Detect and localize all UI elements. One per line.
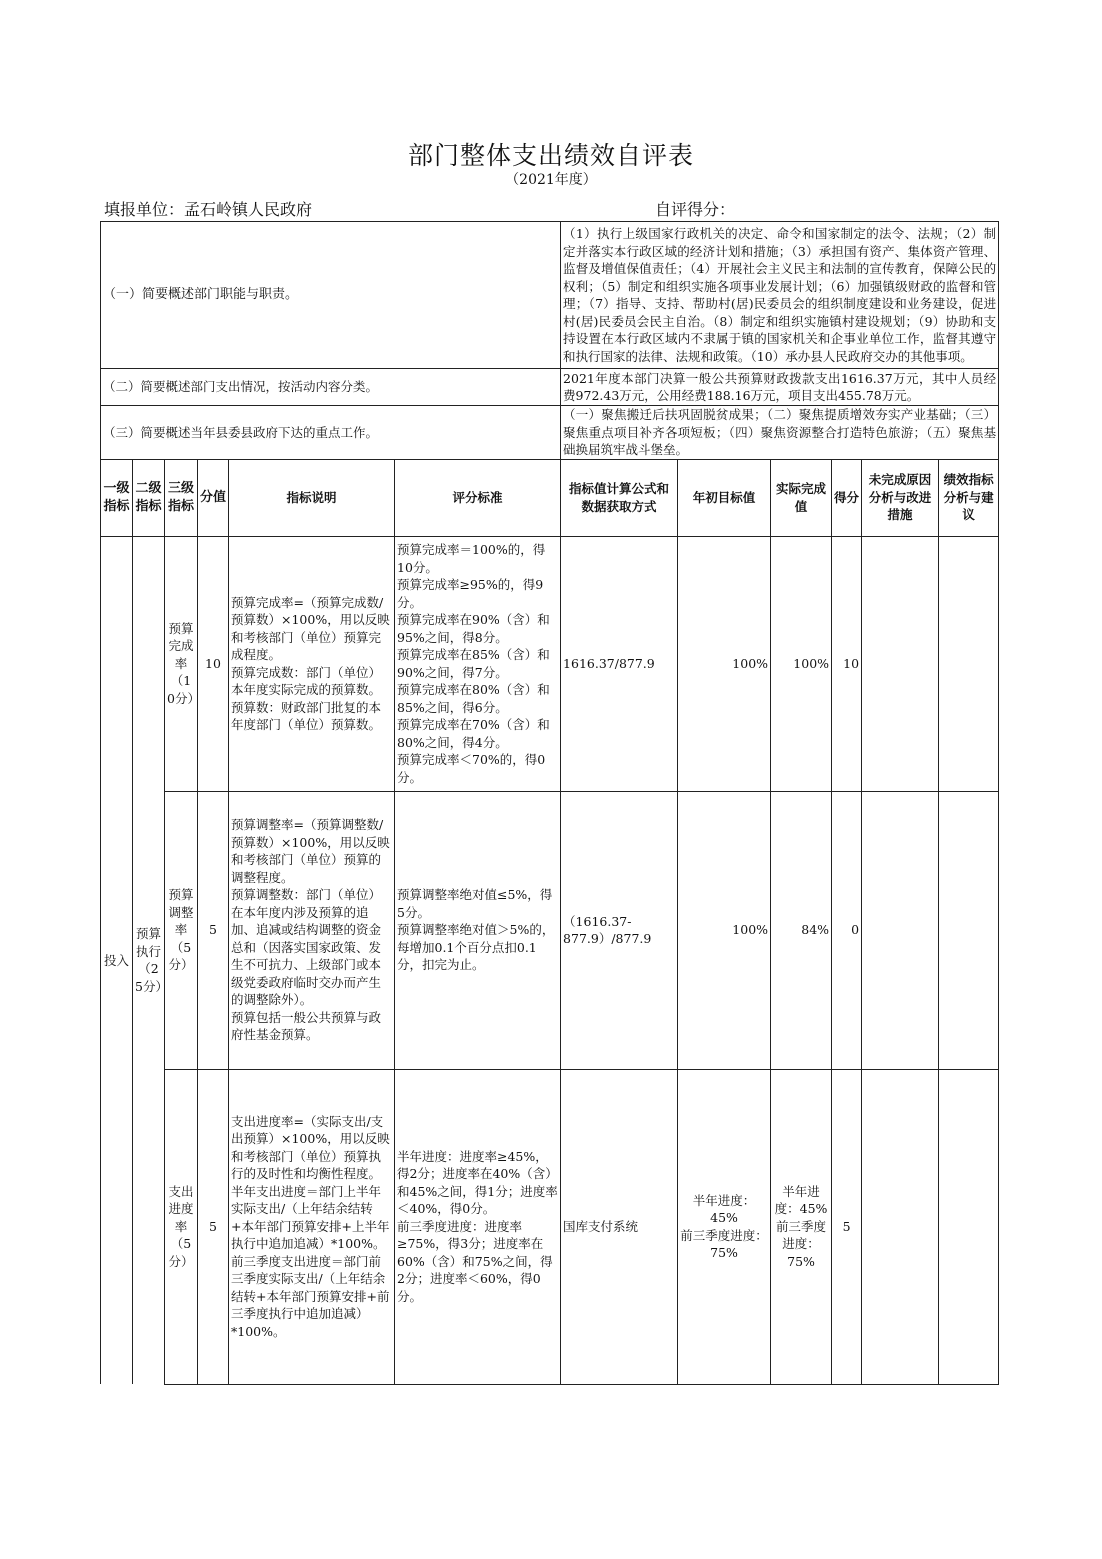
reason-cell bbox=[862, 536, 939, 791]
level3-cell: 预算调整率（5分） bbox=[165, 791, 198, 1069]
reporting-unit: 填报单位：孟石岭镇人民政府 bbox=[104, 200, 313, 219]
self-score-label: 自评得分： bbox=[655, 200, 736, 219]
col-header-standard: 评分标准 bbox=[395, 459, 561, 536]
summary-row-spending bbox=[101, 369, 999, 406]
table-row bbox=[101, 791, 999, 1069]
col-header-level2: 二级指标 bbox=[133, 459, 165, 536]
standard-cell: 半年进度：进度率≥45%，得2分；进度率在40%（含）和45%之间，得1分；进度率＜40%，得0分。 前三季度进度：进度率≥75%，得3分；进度率在60%（含）和75%之间，得2分；进度率＜60%，得0分。 bbox=[395, 1069, 561, 1384]
analysis-cell bbox=[939, 1069, 999, 1384]
level3-cell: 支出进度率（5分） bbox=[165, 1069, 198, 1384]
summary-label: （二）简要概述部门支出情况，按活动内容分类。 bbox=[101, 369, 561, 406]
target-cell: 100% bbox=[678, 791, 771, 1069]
year-subtitle: （2021年度） bbox=[505, 172, 597, 188]
summary-text: （1）执行上级国家行政机关的决定、命令和国家制定的法令、法规；（2）制定并落实本行政区域的经济计划和措施；（3）承担国有资产、集体资产管理、监督及增值保值责任；（4）开展社会主义民主和法制的宣传教育，保障公民的权利；（5）制定和组织实施各项事业发展计划；（6）加强镇级财政的监督和管理；（7）指导、支持、帮助村(居)民委员会的组织制度建设和业务建设，促进村(居)民委员会民主自治。（8）制定和组织实施镇村建设规划；（9）协助和支持设置在本行政区域内不隶属于镇的国家机关和企事业单位工作，监督其遵守和执行国家的法律、法规和政策。（10）承办县人民政府交办的其他事项。 bbox=[561, 222, 999, 369]
summary-text: （一）聚焦搬迁后扶巩固脱贫成果；（二）聚焦提质增效夯实产业基础；（三）聚焦重点项目补齐各项短板；（四）聚焦资源整合打造特色旅游；（五）聚焦基础换届筑牢战斗堡垒。 bbox=[561, 406, 999, 460]
col-header-score: 得分 bbox=[832, 459, 862, 536]
summary-row-functions bbox=[101, 222, 999, 369]
col-header-level3: 三级指标 bbox=[165, 459, 198, 536]
description-cell: 支出进度率=（实际支出/支出预算）×100%，用以反映和考核部门（单位）预算执行的及时性和均衡性程度。 半年支出进度＝部门上半年实际支出/（上年结余结转+本年部门预算安排+上半年执行中追加追减）*100%。 前三季度支出进度＝部门前三季度实际支出/（上年结余结转+本年部门预算安排+前三季度执行中追加追减）*100%。 bbox=[229, 1069, 395, 1384]
col-header-reason: 未完成原因分析与改进措施 bbox=[862, 459, 939, 536]
summary-row-key-work bbox=[101, 406, 999, 460]
formula-cell: 1616.37/877.9 bbox=[561, 536, 678, 791]
reason-cell bbox=[862, 791, 939, 1069]
actual-cell: 100% bbox=[771, 536, 832, 791]
score-cell: 5 bbox=[832, 1069, 862, 1384]
weight-cell: 5 bbox=[198, 1069, 229, 1384]
col-header-level1: 一级指标 bbox=[101, 459, 133, 536]
weight-cell: 10 bbox=[198, 536, 229, 791]
description-cell: 预算完成率=（预算完成数/预算数）×100%，用以反映和考核部门（单位）预算完成程度。 预算完成数：部门（单位）本年度实际完成的预算数。 预算数：财政部门批复的本年度部门（单位）预算数。 bbox=[229, 536, 395, 791]
col-header-formula: 指标值计算公式和数据获取方式 bbox=[561, 459, 678, 536]
table-row bbox=[101, 536, 999, 791]
target-cell: 半年进度：45% 前三季度进度：75% bbox=[678, 1069, 771, 1384]
summary-text: 2021年度本部门决算一般公共预算财政拨款支出1616.37万元，其中人员经费972.43万元，公用经费188.16万元，项目支出455.78万元。 bbox=[561, 369, 999, 406]
column-header-row bbox=[101, 459, 999, 536]
target-cell: 100% bbox=[678, 536, 771, 791]
level3-cell: 预算完成率（10分） bbox=[165, 536, 198, 791]
formula-cell: 国库支付系统 bbox=[561, 1069, 678, 1384]
analysis-cell bbox=[939, 536, 999, 791]
col-header-analysis: 绩效指标分析与建议 bbox=[939, 459, 999, 536]
level1-cell: 投入 bbox=[101, 536, 133, 1384]
score-cell: 10 bbox=[832, 536, 862, 791]
evaluation-table bbox=[100, 221, 999, 1385]
score-cell: 0 bbox=[832, 791, 862, 1069]
col-header-weight: 分值 bbox=[198, 459, 229, 536]
standard-cell: 预算完成率＝100%的，得10分。 预算完成率≥95%的，得9分。 预算完成率在90%（含）和95%之间，得8分。 预算完成率在85%（含）和90%之间，得7分。 预算完成率在80%（含）和85%之间，得6分。 预算完成率在70%（含）和80%之间，得4分。 预算完成率＜70%的，得0分。 bbox=[395, 536, 561, 791]
col-header-actual: 实际完成值 bbox=[771, 459, 832, 536]
col-header-target: 年初目标值 bbox=[678, 459, 771, 536]
standard-cell: 预算调整率绝对值≤5%，得5分。 预算调整率绝对值＞5%的，每增加0.1个百分点扣0.1分，扣完为止。 bbox=[395, 791, 561, 1069]
col-header-description: 指标说明 bbox=[229, 459, 395, 536]
summary-label: （一）简要概述部门职能与职责。 bbox=[101, 222, 561, 369]
page-title: 部门整体支出绩效自评表 bbox=[407, 141, 694, 170]
summary-label: （三）简要概述当年县委县政府下达的重点工作。 bbox=[101, 406, 561, 460]
table-row bbox=[101, 1069, 999, 1384]
weight-cell: 5 bbox=[198, 791, 229, 1069]
description-cell: 预算调整率=（预算调整数/预算数）×100%，用以反映和考核部门（单位）预算的调整程度。 预算调整数：部门（单位）在本年度内涉及预算的追加、追减或结构调整的资金总和（因落实国家政策、发生不可抗力、上级部门或本级党委政府临时交办而产生的调整除外）。 预算包括一般公共预算与政府性基金预算。 bbox=[229, 791, 395, 1069]
formula-cell: （1616.37-877.9）/877.9 bbox=[561, 791, 678, 1069]
actual-cell: 84% bbox=[771, 791, 832, 1069]
level2-cell: 预算执行（25分） bbox=[133, 536, 165, 1384]
analysis-cell bbox=[939, 791, 999, 1069]
actual-cell: 半年进度：45% 前三季度进度：75% bbox=[771, 1069, 832, 1384]
reason-cell bbox=[862, 1069, 939, 1384]
